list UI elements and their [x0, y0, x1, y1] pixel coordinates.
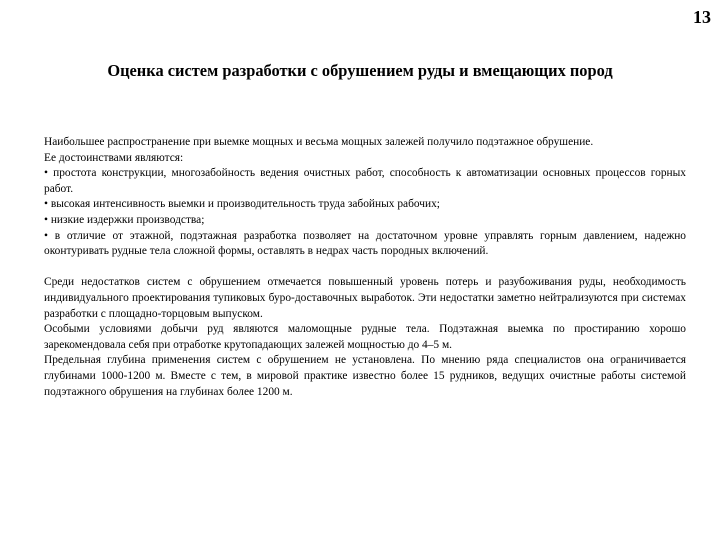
bullet-item: • низкие издержки производства; — [44, 213, 205, 226]
body-text — [44, 135, 686, 400]
page-title: Оценка систем разработки с обрушением руды и вмещающих пород — [107, 61, 613, 80]
paragraph: Особыми условиями добычи руд являются маломощные рудные тела. Подэтажная выемка по простиранию хорошо зарекомендовала себя при отработке крутопадающих залежей мощностью до 4–5 м. — [44, 323, 686, 351]
paragraph: Среди недостатков систем с обрушением отмечается повышенный уровень потерь и разубоживания руды, необходимость индивидуального проектирования тупиковых буро-доставочных выработок. Эти недостатки заметно нейтрализуются при системах разработки с площадно-торцовым выпуском. — [44, 276, 686, 320]
bullet-item: • в отличие от этажной, подэтажная разработка позволяет на достаточном уровне управлять горным давлением, надежно оконтуривать рудные тела сложной формы, оставлять в недрах часть породных включений. — [44, 229, 686, 258]
paragraph-spacer — [44, 260, 686, 276]
bullet-item: • простота конструкции, многозабойность ведения очистных работ, способность к автоматизации основных процессов горных работ. — [44, 167, 686, 195]
paragraph: Предельная глубина применения систем с обрушением не установлена. По мнению ряда специалистов она ограничивается глубинами 1000-1200 м. Вместе с тем, в мировой практике известно более 15 рудников, ведущих очистные работы системой подэтажного обрушения на глубинах более 1200 м. — [44, 354, 686, 398]
paragraph: Наибольшее распространение при выемке мощных и весьма мощных залежей получило подэтажное обрушение. — [44, 136, 594, 148]
page-number: 13 — [693, 7, 711, 27]
paragraph: Ее достоинствами являются: — [44, 151, 184, 164]
bullet-item: • высокая интенсивность выемки и производительность труда забойных рабочих; — [44, 198, 440, 211]
